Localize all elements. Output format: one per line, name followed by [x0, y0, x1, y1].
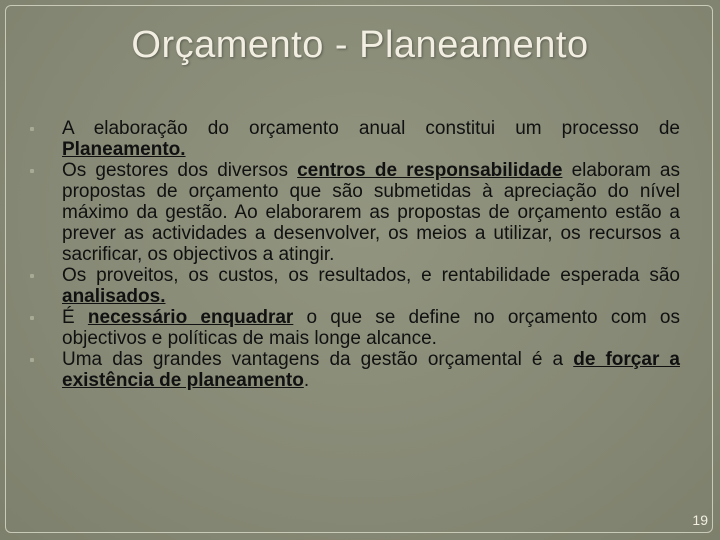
bullet-icon [30, 358, 34, 362]
slide-title: Orçamento - Planeamento [131, 24, 589, 66]
item-text: Uma das grandes vantagens da gestão orçamental é a [62, 349, 574, 370]
item-emphasis: Planeamento. [62, 139, 186, 160]
bullet-icon [30, 169, 34, 173]
item-text-tail: o que se define no orçamento com os objectivos e políticas de mais longe alcance. [62, 307, 680, 349]
page-number: 19 [692, 512, 708, 528]
list-item [24, 118, 680, 160]
bullet-list [24, 118, 680, 391]
item-text: É [62, 307, 88, 328]
item-text-tail: . [303, 370, 310, 391]
list-item [24, 160, 680, 265]
item-text: Os gestores dos diversos [62, 160, 298, 181]
list-item [24, 349, 680, 391]
bullet-icon [30, 316, 34, 320]
bullet-icon [30, 274, 34, 278]
item-emphasis: analisados. [62, 286, 166, 307]
item-emphasis: centros de responsabilidade [297, 160, 563, 181]
item-text-tail: elaboram as propostas de orçamento que são submetidas à apreciação do nível máximo da gestão. Ao elaborarem as propostas de orçamento estão a prever as actividades a desenvolver, os meios a utilizar, os recursos a sacrificar, os objectivos a atingir. [62, 160, 681, 265]
list-item [24, 307, 680, 349]
item-emphasis: de forçar a existência de planeamento [62, 349, 680, 391]
list-item [24, 265, 680, 307]
item-text: Os proveitos, os custos, os resultados, e rentabilidade esperada são [62, 265, 680, 286]
item-emphasis: necessário enquadrar [87, 307, 294, 328]
item-text: A elaboração do orçamento anual constitui um processo de [62, 118, 680, 139]
bullet-icon [30, 127, 34, 131]
